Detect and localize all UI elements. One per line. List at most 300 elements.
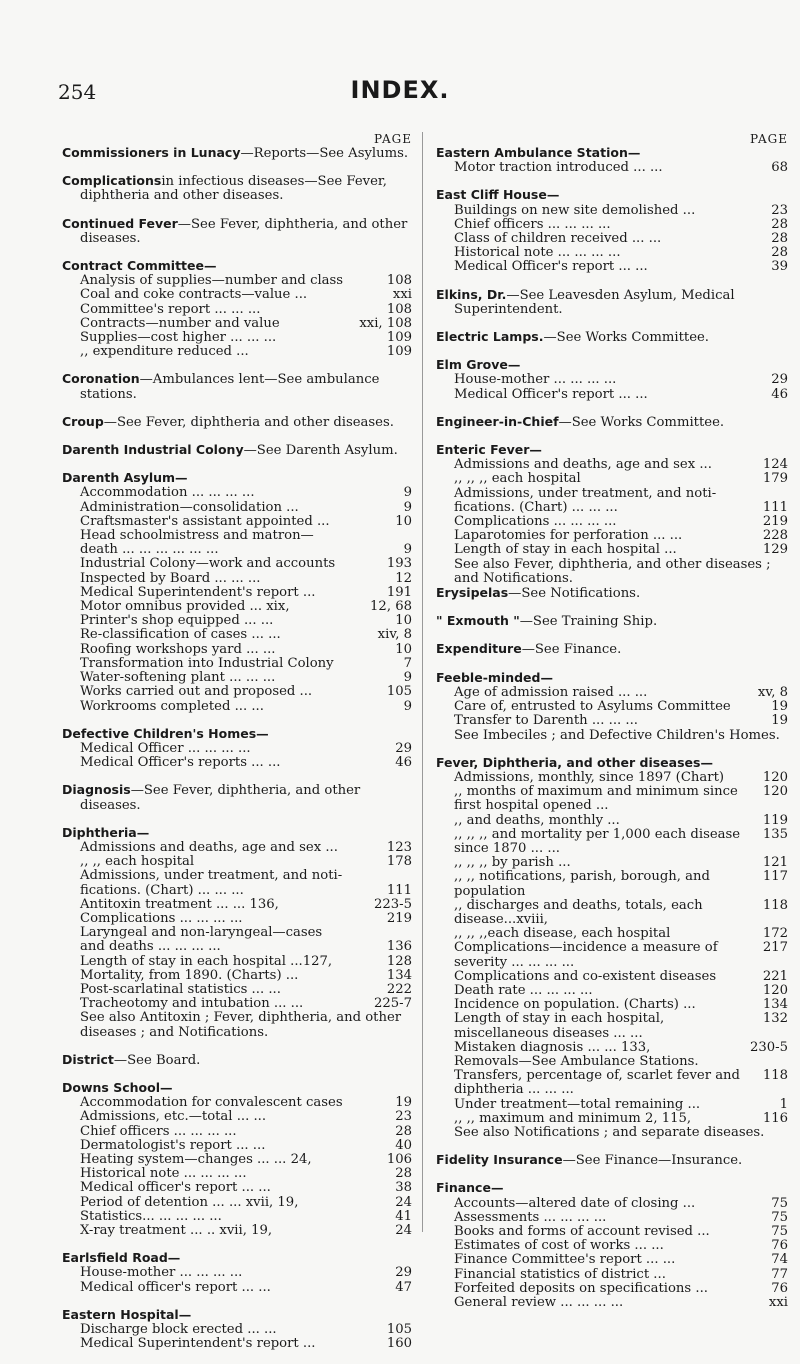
sub-entry-page: 10	[395, 641, 412, 657]
entry-heading-line	[436, 358, 788, 373]
sub-entry	[436, 246, 788, 260]
entry-heading: Diphtheria—	[62, 824, 150, 840]
sub-entry-text: Motor traction introduced ... ...	[454, 160, 663, 176]
entry-heading: Eastern Hospital—	[62, 1306, 192, 1322]
index-entry	[62, 471, 412, 713]
sub-entry-page: 109	[386, 330, 412, 346]
sub-entry	[436, 1239, 788, 1253]
sub-entry	[436, 1055, 788, 1069]
sub-entry	[436, 501, 788, 515]
sub-entry-text: Incidence on population. (Charts) ...	[454, 997, 696, 1013]
index-entry	[62, 826, 412, 1040]
sub-entry	[62, 884, 412, 898]
sub-entry	[62, 586, 412, 600]
sub-entry-text: House-mother ... ... ... ...	[80, 1265, 243, 1281]
index-entry	[436, 1153, 788, 1168]
sub-entry	[436, 260, 788, 274]
sub-entry-page: 111	[386, 882, 412, 898]
entry-heading-line	[436, 671, 788, 686]
sub-entry	[436, 1041, 788, 1055]
sub-entry-text: Forfeited deposits on specifications ...	[454, 1280, 708, 1296]
sub-entry	[436, 543, 788, 557]
sub-entry-page: 7	[403, 655, 412, 671]
sub-entry-text: Committee's report ... ... ...	[80, 301, 261, 317]
sub-entry	[436, 941, 788, 969]
sub-entry	[62, 1224, 412, 1238]
sub-entry-page: 75	[771, 1195, 788, 1211]
sub-entry-page: 29	[771, 372, 788, 388]
entry-reference: —See Works Committee.	[543, 330, 710, 346]
entry-reference: —See Finance—Insurance.	[562, 1153, 743, 1169]
sub-entry	[62, 983, 412, 997]
see-also-note: See also Antitoxin ; Fever, diphtheria, and other diseases ; and Notifications.	[80, 1010, 402, 1040]
entry-heading: Elkins, Dr.	[436, 286, 507, 302]
sub-entry-page: 47	[395, 1279, 412, 1295]
sub-entry	[62, 742, 412, 756]
sub-entry	[436, 388, 788, 402]
entry-heading: Darenth Asylum—	[62, 470, 188, 486]
sub-entry	[62, 600, 412, 614]
sub-entry	[62, 756, 412, 770]
entry-reference: —See Notifications.	[508, 586, 641, 602]
sub-entry-page: 172	[762, 926, 788, 942]
sub-entry-page: 135	[762, 826, 788, 842]
sub-entry-page: 116	[762, 1110, 788, 1126]
sub-entry	[436, 1282, 788, 1296]
sub-entry-page: 120	[762, 982, 788, 998]
sub-entry-text: Removals—See Ambulance Stations.	[454, 1053, 699, 1069]
sub-entry-text: Length of stay in each hospital, miscellaneous diseases ... ...	[454, 1011, 665, 1041]
sub-entry-page: 109	[386, 344, 412, 360]
sub-entry	[62, 1281, 412, 1295]
sub-entry	[62, 898, 412, 912]
index-entry	[62, 727, 412, 771]
sub-entry	[436, 1253, 788, 1267]
page-title: INDEX.	[350, 76, 450, 104]
index-entry	[436, 642, 788, 657]
sub-entry-text: Admissions and deaths, age and sex ...	[454, 457, 712, 473]
sub-entry	[62, 317, 412, 331]
sub-entry	[62, 657, 412, 671]
sub-entry-page: 40	[395, 1137, 412, 1153]
sub-entry-page: 9	[403, 485, 412, 501]
sub-entry-page: 46	[395, 755, 412, 771]
sub-entry-text: Workrooms completed ... ...	[80, 698, 264, 714]
sub-entry-page: 1	[779, 1096, 788, 1112]
index-entry	[436, 614, 788, 629]
sub-entry-text: Medical Officer's report ... ...	[454, 386, 648, 402]
sub-entry-text: Medical officer's report ... ...	[80, 1279, 271, 1295]
entry-heading: Diagnosis	[62, 782, 131, 798]
sub-entry-text: Accommodation for convalescent cases	[80, 1095, 343, 1111]
sub-entry-page: 134	[762, 997, 788, 1013]
sub-entry	[62, 855, 412, 869]
index-entry	[62, 443, 412, 458]
entry-heading-line	[62, 174, 412, 203]
sub-entry-text: Chief officers ... ... ... ...	[80, 1123, 237, 1139]
sub-entry-text: Transfers, percentage of, scarlet fever and diphtheria ... ... ...	[454, 1068, 740, 1098]
sub-entry	[436, 161, 788, 175]
sub-entry-page: 117	[762, 869, 788, 885]
sub-entry-page: 9	[403, 542, 412, 558]
sub-entry-page: 76	[771, 1238, 788, 1254]
sub-entry-text: Medical Officer ... ... ... ...	[80, 740, 251, 756]
sub-entry-text: Industrial Colony—work and accounts	[80, 556, 336, 572]
entry-heading: Downs School—	[62, 1079, 173, 1095]
sub-entry-text: Transfer to Darenth ... ... ...	[454, 713, 638, 729]
sub-entry-text: Mistaken diagnosis ... ... 133,	[454, 1039, 651, 1055]
sub-entry-text: Laparotomies for perforation ... ...	[454, 528, 683, 544]
entry-heading: Earlsfield Road—	[62, 1250, 181, 1266]
sub-entry-text: Admissions, under treatment, and noti-	[454, 485, 717, 501]
entry-heading-line	[62, 1308, 412, 1323]
sub-entry-text: Tracheotomy and intubation ... ...	[80, 996, 304, 1012]
sub-entry	[436, 1197, 788, 1211]
sub-entry-text: fications. (Chart) ... ... ...	[454, 499, 618, 515]
entry-heading: Continued Fever	[62, 215, 178, 231]
sub-entry-text: Administration—consolidation ...	[80, 499, 299, 515]
index-entry	[436, 415, 788, 430]
sub-entry-page: 228	[762, 528, 788, 544]
sub-entry-page: 76	[771, 1280, 788, 1296]
entry-reference: —See Finance.	[521, 642, 622, 658]
sub-entry-page: 28	[771, 231, 788, 247]
sub-entry-text: Analysis of supplies—number and class	[80, 273, 344, 289]
sub-entry-text: Roofing workshops yard ... ...	[80, 641, 276, 657]
sub-entry	[62, 501, 412, 515]
sub-entry-text: Complications ... ... ... ...	[454, 514, 617, 530]
sub-entry-text: fications. (Chart) ... ... ...	[80, 882, 244, 898]
entry-heading-line	[62, 783, 412, 812]
sub-entry	[436, 771, 788, 785]
sub-entry	[436, 458, 788, 472]
sub-entry	[436, 998, 788, 1012]
sub-entry-text: Finance Committee's report ... ...	[454, 1252, 676, 1268]
sub-entry-page: 129	[762, 542, 788, 558]
sub-entry-text: Re-classification of cases ... ...	[80, 627, 281, 643]
entry-heading: East Cliff House—	[436, 187, 560, 203]
sub-entry-page: xxi	[392, 287, 412, 303]
sub-entry-page: 221	[762, 968, 788, 984]
sub-entry-text: Laryngeal and non-laryngeal—cases	[80, 925, 323, 941]
entry-heading: Commissioners in Lunacy	[62, 145, 241, 160]
sub-entry	[62, 543, 412, 557]
right-column	[436, 132, 788, 1323]
sub-entry-text: House-mother ... ... ... ...	[454, 372, 617, 388]
entry-heading-line	[62, 443, 412, 458]
sub-entry-page: 9	[403, 499, 412, 515]
sub-entry-text: Class of children received ... ...	[454, 231, 662, 247]
sub-entry-page: 75	[771, 1224, 788, 1239]
sub-entry-text: Buildings on new site demolished ...	[454, 202, 696, 218]
sub-entry-page: 24	[395, 1223, 412, 1238]
sub-entry-text: ,, ,, notifications, parish, borough, and population	[454, 869, 710, 899]
sub-entry	[62, 869, 412, 883]
sub-entry-page: 136	[386, 939, 412, 955]
sub-entry	[436, 814, 788, 828]
sub-entry	[62, 515, 412, 529]
index-entry	[436, 188, 788, 274]
entry-heading: Coronation	[62, 371, 140, 387]
sub-entry-text: Discharge block erected ... ...	[80, 1322, 277, 1338]
sub-entry-text: Printer's shop equipped ... ...	[80, 613, 274, 629]
sub-entry-page: 74	[771, 1252, 788, 1268]
index-entry	[62, 1053, 412, 1068]
entry-reference: —Ambulances lent—See ambulance stations.	[80, 372, 380, 402]
sub-entry-page: 105	[386, 1322, 412, 1338]
sub-entry	[62, 1167, 412, 1181]
sub-entry	[436, 714, 788, 728]
sub-entry-text: Motor omnibus provided ... xix,	[80, 599, 290, 615]
entry-heading-line	[436, 188, 788, 203]
sub-entry-text: ,, ,, ,, by parish ...	[454, 855, 571, 871]
entry-heading: Complications	[62, 173, 162, 189]
sub-entry-text: Medical Officer's reports ... ...	[80, 755, 281, 771]
index-entry	[62, 372, 412, 401]
sub-entry	[436, 472, 788, 486]
sub-entry-page: 12, 68	[370, 599, 412, 615]
sub-entry-page: 41	[395, 1208, 412, 1224]
sub-entry-page: 230-5	[749, 1039, 788, 1055]
entry-heading-line	[62, 146, 412, 161]
entry-heading-line	[436, 288, 788, 317]
left-entries	[62, 146, 412, 1351]
entry-reference: —See Fever, diphtheria, and other diseases.	[80, 216, 408, 246]
sub-entry-text: Under treatment—total remaining ...	[454, 1096, 701, 1112]
sub-entry-text: and deaths ... ... ... ...	[80, 939, 221, 955]
sub-entry-text: Complications—incidence a measure of severity ... ... ... ...	[454, 940, 718, 970]
see-also-note: See Imbeciles ; and Defective Children's Homes.	[454, 727, 780, 743]
sub-entry-page: 121	[762, 855, 788, 871]
sub-entry	[62, 486, 412, 500]
sub-entry-page: 111	[762, 499, 788, 515]
sub-entry	[62, 969, 412, 983]
sub-entry-page: 118	[762, 897, 788, 913]
entry-reference: —See Darenth Asylum.	[243, 443, 398, 459]
left-column	[62, 132, 412, 1364]
sub-entry-text: ,, ,, ,,each disease, each hospital	[454, 926, 671, 942]
sub-entry-page: 119	[762, 812, 788, 828]
sub-entry-page: 10	[395, 613, 412, 629]
sub-entry-text: Assessments ... ... ... ...	[454, 1209, 607, 1225]
sub-entry	[436, 785, 788, 813]
sub-entry	[62, 345, 412, 359]
sub-entry-text: Medical officer's report ... ...	[80, 1180, 271, 1196]
sub-entry	[62, 303, 412, 317]
sub-entry-text: Estimates of cost of works ... ...	[454, 1238, 664, 1254]
see-also-note: See also Fever, diphtheria, and other diseases ; and Notifications.	[454, 556, 771, 586]
sub-entry	[436, 1112, 788, 1126]
sub-entry-page	[784, 1055, 788, 1069]
sub-entry	[62, 1323, 412, 1337]
sub-entry	[62, 572, 412, 586]
sub-entry-text: X-ray treatment ... .. xvii, 19,	[80, 1223, 273, 1238]
page-number: 254	[58, 80, 97, 104]
sub-entry-text: Books and forms of account revised ...	[454, 1224, 710, 1239]
entry-reference: in infectious diseases—See Fever, diphtheria and other diseases.	[80, 174, 387, 204]
sub-entry-page: 46	[771, 386, 788, 402]
sub-entry	[436, 487, 788, 501]
entry-heading-line	[436, 146, 788, 161]
sub-entry-page: 77	[771, 1266, 788, 1282]
index-entry	[62, 1251, 412, 1295]
sub-entry-page: xxi, 108	[359, 315, 412, 331]
sub-entry-text: Admissions, etc.—total ... ...	[80, 1109, 267, 1125]
entry-heading: Expenditure	[436, 641, 522, 657]
sub-entry	[436, 899, 788, 927]
sub-entry-text: Death rate ... ... ... ...	[454, 982, 593, 998]
entry-heading-line	[436, 1181, 788, 1196]
sub-entry-text: ,, ,, ,, and mortality per 1,000 each disease since 1870 ... ...	[454, 826, 741, 856]
sub-entry-page: 108	[386, 273, 412, 289]
sub-entry	[436, 1211, 788, 1225]
sub-entry-page: 222	[386, 981, 412, 997]
sub-entry-page: 28	[771, 216, 788, 232]
sub-entry-page: 19	[771, 699, 788, 715]
index-entry	[62, 146, 412, 161]
sub-entry	[62, 926, 412, 940]
page-column-label: PAGE	[374, 132, 412, 146]
entry-heading-line	[436, 1153, 788, 1168]
sub-entry-text: ,, and deaths, monthly ...	[454, 812, 620, 828]
index-entry	[436, 671, 788, 743]
sub-entry-text: ,, discharges and deaths, totals, each disease...xviii,	[454, 897, 703, 927]
sub-entry-page: 108	[386, 301, 412, 317]
entry-heading: District	[62, 1051, 114, 1067]
sub-entry-text: Admissions, under treatment, and noti-	[80, 868, 343, 884]
sub-entry-text: Complications and co-existent diseases	[454, 968, 717, 984]
sub-entry-text: Accounts—altered date of closing ...	[454, 1195, 696, 1211]
entry-heading: Darenth Industrial Colony	[62, 442, 244, 458]
sub-entry-page: 124	[762, 457, 788, 473]
sub-entry	[436, 700, 788, 714]
sub-entry-page: 38	[395, 1180, 412, 1196]
sub-entry-page: 128	[386, 953, 412, 969]
sub-entry-page: 225-7	[373, 996, 412, 1012]
sub-entry	[436, 1012, 788, 1040]
sub-entry-text: Chief officers ... ... ... ...	[454, 216, 611, 232]
sub-entry-text: Supplies—cost higher ... ... ...	[80, 330, 277, 346]
sub-entry	[62, 1139, 412, 1153]
index-entry	[62, 1081, 412, 1238]
entry-heading-line	[436, 330, 788, 345]
sub-entry-text: ,, ,, ,, each hospital	[454, 471, 581, 487]
sub-entry-page: 10	[395, 513, 412, 529]
sub-entry-page: 132	[762, 1011, 788, 1027]
sub-entry-text: Care of, entrusted to Asylums Committee	[454, 699, 731, 715]
sub-entry-text: Complications ... ... ... ...	[80, 910, 243, 926]
sub-entry-page: 123	[386, 839, 412, 855]
entry-heading-line	[436, 586, 788, 601]
index-entry	[436, 443, 788, 601]
entry-heading: Contract Committee—	[62, 258, 217, 274]
entry-heading: Croup	[62, 413, 104, 429]
sub-entry	[436, 1098, 788, 1112]
sub-entry-page: 9	[403, 698, 412, 714]
page-column-label: PAGE	[750, 132, 788, 146]
sub-entry	[62, 331, 412, 345]
entry-reference: —See Fever, diphtheria and other diseases.	[103, 414, 394, 430]
entry-heading-line	[62, 1081, 412, 1096]
sub-entry	[436, 1069, 788, 1097]
sub-entry	[62, 274, 412, 288]
sub-entry-page: 223-5	[373, 896, 412, 912]
sub-entry-text: ,, expenditure reduced ...	[80, 344, 249, 360]
sub-entry-page: 29	[395, 1265, 412, 1281]
sub-entry-text: Medical Superintendent's report ...	[80, 1336, 316, 1352]
entry-heading-line	[62, 826, 412, 841]
sub-entry-page: 118	[762, 1068, 788, 1084]
sub-entry-page: 219	[762, 514, 788, 530]
sub-entry-page: 120	[762, 784, 788, 800]
sub-entry	[436, 686, 788, 700]
column-divider	[422, 132, 423, 1232]
index-entry	[436, 358, 788, 402]
sub-entry	[436, 204, 788, 218]
sub-entry-text: Heating system—changes ... ... 24,	[80, 1151, 312, 1167]
sub-entry-text: Contracts—number and value	[80, 315, 280, 331]
entry-heading-line	[62, 727, 412, 742]
entry-reference: —Reports—See Asylums.	[240, 146, 409, 161]
sub-entry-text: Length of stay in each hospital ...127,	[80, 953, 333, 969]
see-also-note: See also Notifications ; and separate diseases.	[454, 1124, 765, 1140]
index-entry	[62, 415, 412, 430]
entry-heading-line	[436, 642, 788, 657]
sub-entry	[62, 1110, 412, 1124]
entry-heading-line	[62, 217, 412, 246]
sub-entry-page: 75	[771, 1209, 788, 1225]
sub-entry-page: 219	[386, 910, 412, 926]
entry-heading: Fever, Diphtheria, and other diseases—	[436, 754, 713, 770]
sub-entry-text: Period of detention ... ... xvii, 19,	[80, 1194, 299, 1210]
sub-entry-text: ,, ,, maximum and minimum 2, 115,	[454, 1110, 692, 1126]
sub-entry-page: 29	[395, 740, 412, 756]
sub-entry-text: Statistics... ... ... ... ...	[80, 1208, 222, 1224]
entry-heading-line	[436, 443, 788, 458]
entry-heading-line	[62, 1053, 412, 1068]
sub-entry-page: 106	[386, 1151, 412, 1167]
sub-entry	[62, 529, 412, 543]
sub-entry-text: Medical Superintendent's report ...	[80, 584, 316, 600]
sub-entry	[436, 1268, 788, 1282]
sub-entry	[62, 955, 412, 969]
entry-reference: —See Board.	[113, 1052, 201, 1068]
sub-entry	[62, 685, 412, 699]
sub-entry-page: 19	[395, 1095, 412, 1111]
entry-heading: Feeble-minded—	[436, 669, 553, 685]
sub-entry	[62, 614, 412, 628]
sub-entry	[62, 557, 412, 571]
entry-heading-line	[436, 415, 788, 430]
sub-entry	[62, 1196, 412, 1210]
sub-entry	[62, 643, 412, 657]
sub-entry-text: Head schoolmistress and matron—	[80, 528, 314, 544]
sub-entry-page: xxi	[768, 1295, 788, 1311]
sub-entry-text: Works carried out and proposed ...	[80, 684, 313, 700]
sub-entry-page: 178	[386, 854, 412, 870]
sub-entry-text: Transformation into Industrial Colony	[80, 655, 334, 671]
sub-entry	[436, 515, 788, 529]
sub-entry-page: 12	[395, 570, 412, 586]
sub-entry-text: Dermatologist's report ... ...	[80, 1137, 266, 1153]
sub-entry	[62, 671, 412, 685]
sub-entry-page: xv, 8	[757, 684, 788, 700]
sub-entry	[436, 373, 788, 387]
sub-entry-text: Accommodation ... ... ... ...	[80, 485, 255, 501]
sub-entry	[436, 856, 788, 870]
sub-entry-page: 120	[762, 769, 788, 785]
sub-entry	[436, 529, 788, 543]
